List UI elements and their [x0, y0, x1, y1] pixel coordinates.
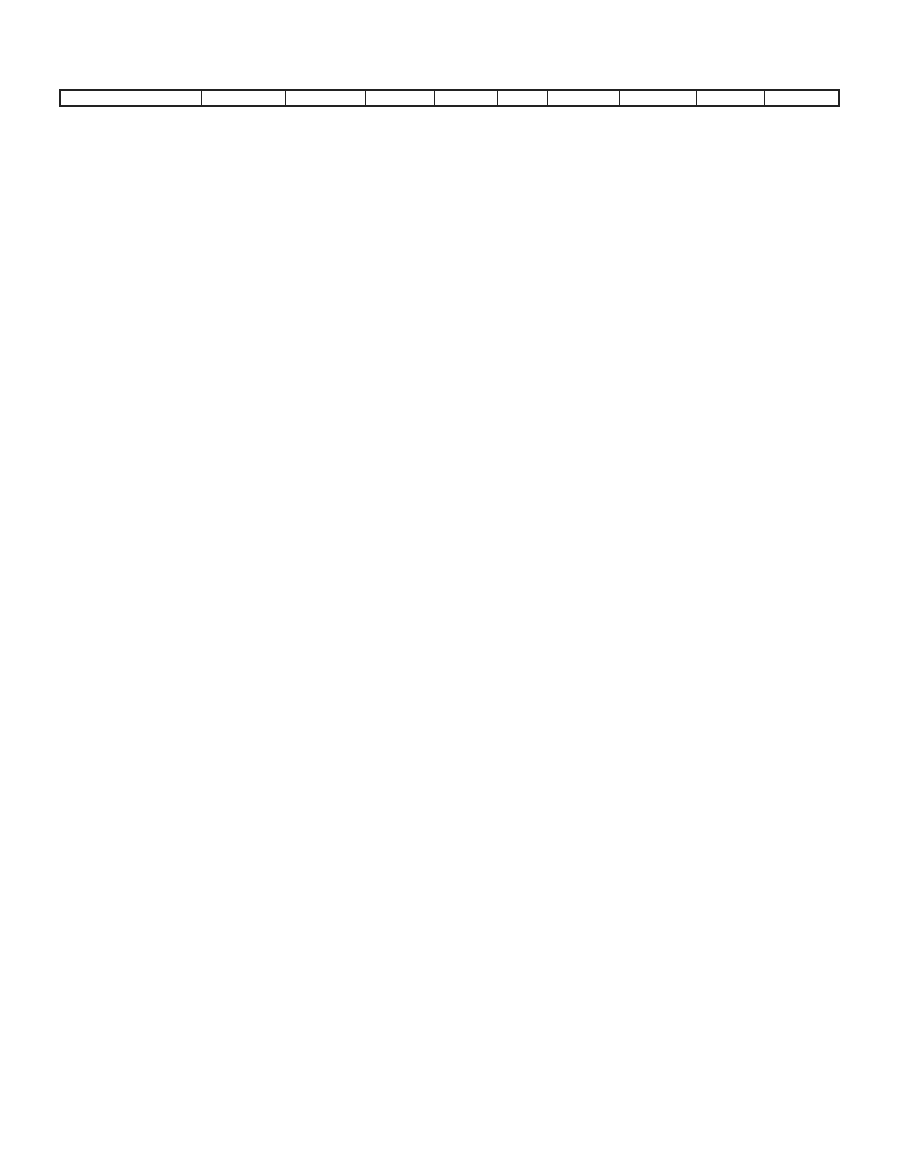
table-body	[60, 90, 839, 106]
spacer-row	[60, 90, 839, 106]
data-table-container	[59, 89, 838, 107]
recipients-table	[59, 89, 840, 107]
